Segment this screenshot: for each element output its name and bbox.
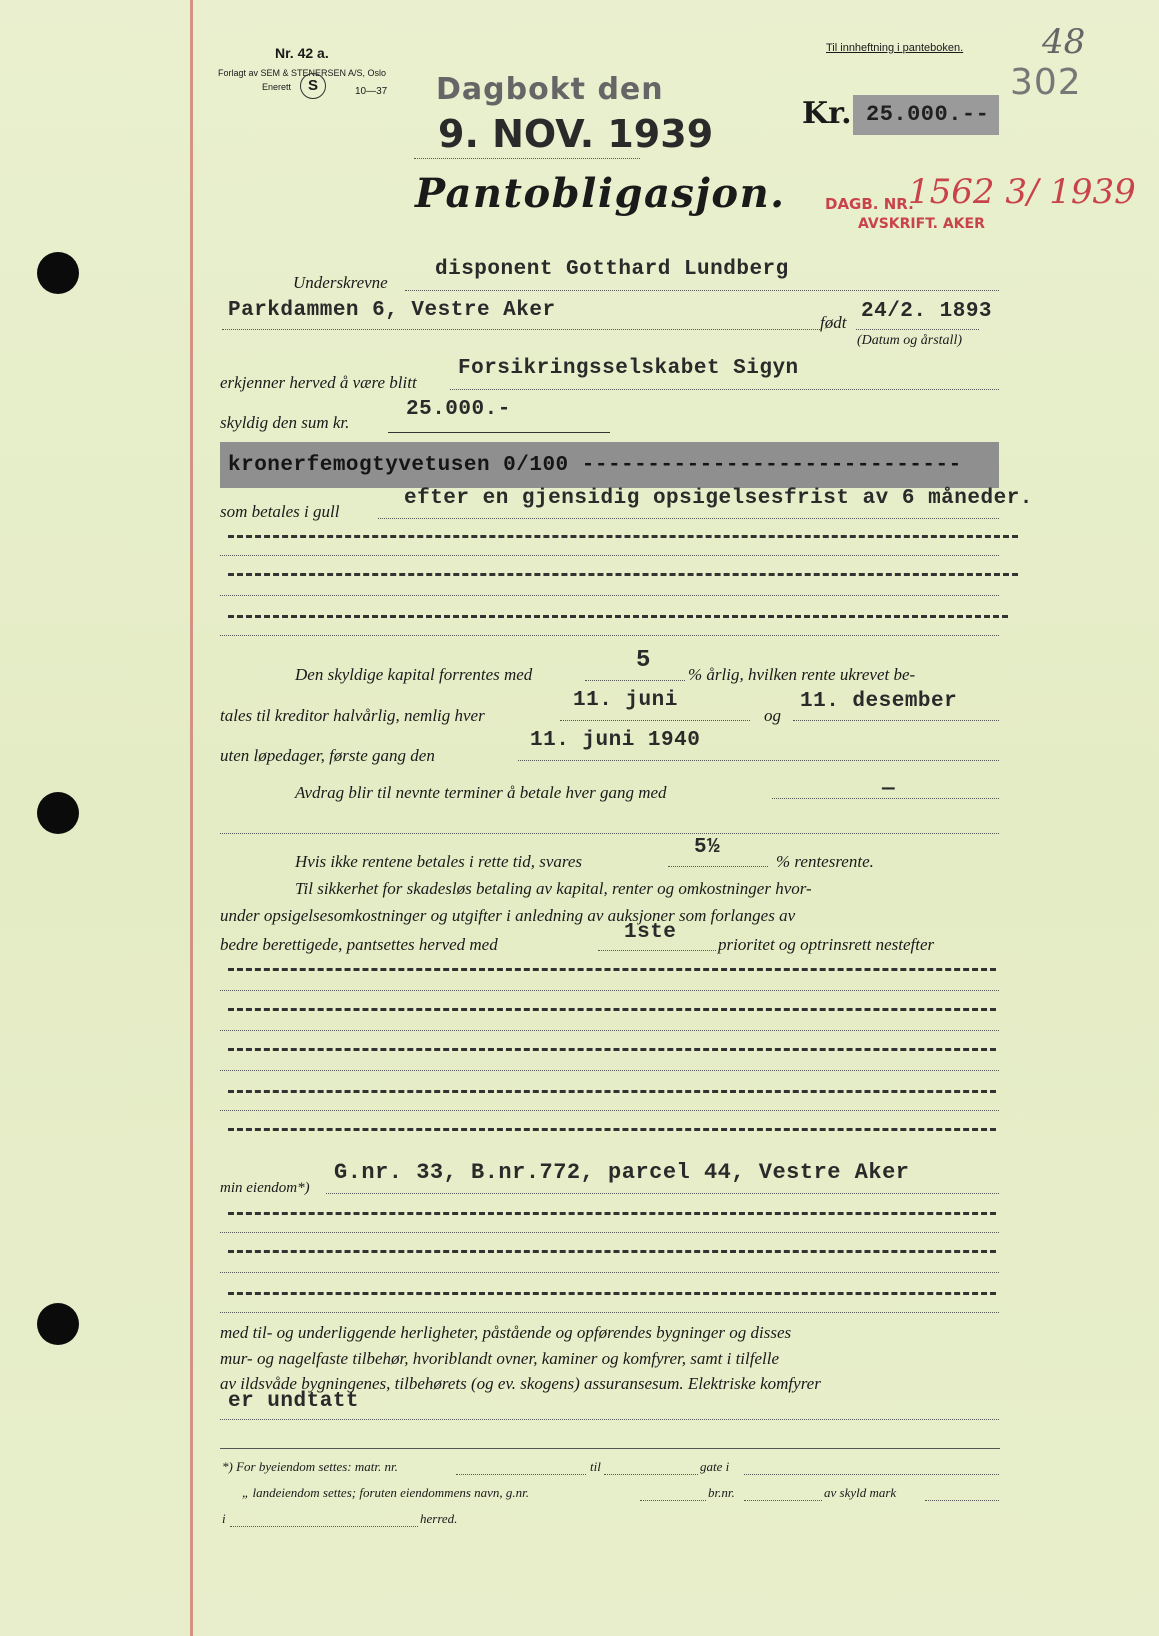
filler-dash: [228, 1128, 996, 1131]
filler-dash: [228, 573, 1018, 576]
punch-hole: [37, 1303, 79, 1345]
priority-line: [598, 950, 716, 951]
rate-line: [585, 680, 685, 681]
blank-line: [220, 833, 999, 834]
punch-hole: [37, 792, 79, 834]
property-line: [326, 1193, 999, 1194]
filler-dash: [228, 1008, 996, 1011]
undersigned-value: disponent Gotthard Lundberg: [435, 258, 789, 281]
priority-value: 1ste: [624, 921, 677, 944]
address-value: Parkdammen 6, Vestre Aker: [228, 299, 556, 322]
footnote-blank: [640, 1500, 706, 1501]
filler-dash: [228, 1212, 996, 1215]
journal-number: 1562 3/ 1939: [908, 172, 1136, 212]
security-text-3b: prioritet og optrinsrett nestefter: [718, 935, 935, 954]
interest-text-c: tales til kreditor halvårlig, nemlig hver: [220, 706, 485, 725]
copy-stamp: AVSKRIFT. AKER: [858, 216, 985, 232]
acknowledge-label: erkjenner herved å være blitt: [220, 373, 417, 392]
blank-line: [220, 1419, 999, 1420]
date1-line: [560, 720, 750, 721]
appurtenances-line-3: av ildsvåde bygningenes, tilbehørets (og ev. skogens) assuransesum. Elektriske komfyrer: [220, 1374, 821, 1393]
blank-line: [220, 1030, 999, 1031]
born-value: 24/2. 1893: [861, 300, 993, 323]
blank-line: [220, 1312, 999, 1313]
pencil-folio: 48: [1042, 22, 1086, 62]
first-date-line: [518, 760, 999, 761]
penalty-text-a: Hvis ikke rentene betales i rette tid, svares: [295, 852, 583, 871]
blank-line: [220, 595, 999, 596]
filler-dash: [228, 1048, 996, 1051]
installment-text: Avdrag blir til nevnte terminer å betale hver gang med: [295, 783, 667, 802]
exclusion-typed: er undtatt: [228, 1390, 360, 1413]
creditor-value: Forsikringsselskabet Sigyn: [458, 357, 799, 380]
page-number-stamp: 302: [1010, 62, 1082, 103]
blank-line: [220, 1272, 999, 1273]
dagbokt-date: 9. NOV. 1939: [438, 112, 714, 156]
penalty-rate: 5½: [694, 836, 721, 859]
publisher-line: Forlagt av SEM & STENERSEN A/S, Oslo: [218, 68, 387, 78]
interest-rate: 5: [636, 647, 651, 674]
document-title: Pantobligasjon.: [415, 170, 786, 217]
owe-label: skyldig den sum kr.: [220, 413, 350, 432]
punch-hole: [37, 252, 79, 294]
interest-date-1: 11. juni: [573, 689, 678, 712]
amount-value: 25.000.--: [866, 102, 990, 127]
date-underline: [414, 158, 640, 159]
footnote-blank: [604, 1474, 698, 1475]
filler-dash: [228, 1292, 996, 1295]
appurtenances-line-1: med til- og underliggende herligheter, påstående og opførendes bygninger og disses: [220, 1323, 792, 1342]
filler-dash: [228, 615, 1008, 618]
appurtenances-line-2: mur- og nagelfaste tilbehør, hvoriblandt ovner, kaminer og komfyrer, samt i tilfelle: [220, 1349, 780, 1368]
penalty-text-b: % rentesrente.: [776, 852, 874, 871]
form-number: Nr. 42 a.: [275, 45, 329, 61]
penalty-line: [668, 866, 768, 867]
blank-line: [220, 555, 999, 556]
footnote-text-1c: gate i: [700, 1459, 730, 1474]
installment-value: —: [882, 778, 896, 801]
footnote-blank: [744, 1500, 822, 1501]
interest-date-2: 11. desember: [800, 690, 958, 713]
filler-dash: [228, 535, 1018, 538]
interest-text-b: % årlig, hvilken rente ukrevet be-: [688, 665, 916, 684]
footnote-text-1b: til: [590, 1459, 601, 1474]
filler-dash: [228, 1090, 996, 1093]
footnote-blank: [925, 1500, 999, 1501]
interest-and: og: [764, 706, 781, 725]
pay-gold-label: som betales i gull: [220, 502, 340, 521]
property-value: G.nr. 33, B.nr.772, parcel 44, Vestre Aker: [334, 1160, 910, 1185]
property-label: min eiendom*): [220, 1180, 310, 1196]
publisher-rights: Enerett: [262, 82, 292, 92]
blank-line: [220, 1110, 999, 1111]
security-text-1: Til sikkerhet for skadesløs betaling av kapital, renter og omkostninger hvor-: [295, 879, 812, 898]
publisher-date: 10—37: [355, 86, 388, 97]
footnote-blank: [456, 1474, 586, 1475]
footnote-text-3b: herred.: [420, 1511, 458, 1526]
born-line: [856, 329, 979, 330]
dagbokt-label: Dagbokt den: [436, 72, 664, 107]
footnote-text-3a: i: [222, 1511, 226, 1526]
blank-line: [220, 1232, 999, 1233]
creditor-line: [450, 389, 999, 390]
sum-value: 25.000.-: [406, 398, 511, 421]
address-line: [222, 329, 820, 330]
blank-line: [220, 635, 999, 636]
binding-note: Til innheftning i pantebоken.: [826, 42, 964, 54]
sum-line: [388, 432, 610, 433]
security-text-3a: bedre berettigede, pantsettes herved med: [220, 935, 498, 954]
undersigned-line: [405, 290, 999, 291]
journal-label: DAGB. NR.: [825, 195, 914, 213]
born-hint: (Datum og årstall): [857, 333, 962, 348]
born-label: født: [820, 313, 847, 332]
amount-prefix: Kr.: [802, 96, 852, 131]
footnote-blank: [744, 1474, 999, 1475]
interest-text-a: Den skyldige kapital forrentes med: [295, 665, 533, 684]
interest-text-d: uten løpedager, første gang den: [220, 746, 435, 765]
security-text-2: under opsigelsesomkostninger og utgifter i anledning av auksjoner som forlanges av: [220, 906, 796, 925]
filler-dash: [228, 968, 996, 971]
footnote-text-2a: „ landeiendom settes; foruten eiendommens navn, g.nr.: [242, 1485, 530, 1500]
publisher-logo-icon: S: [300, 73, 326, 99]
undersigned-label: Underskrevne: [293, 273, 388, 292]
margin-rule: [190, 0, 193, 1636]
footnote-text-1a: *) For byeiendom settes: matr. nr.: [222, 1459, 398, 1474]
sum-words: kronerfemogtyvetusen 0/100 -----------------------------: [228, 454, 962, 477]
pay-terms: efter en gjensidig opsigelsesfrist av 6 måneder.: [404, 487, 1033, 510]
footnote-rule: [220, 1448, 1000, 1449]
footnote-text-2b: br.nr.: [708, 1485, 735, 1500]
footnote-text-2c: av skyld mark: [824, 1485, 897, 1500]
blank-line: [220, 1070, 999, 1071]
footnote-blank: [230, 1526, 418, 1527]
first-payment-date: 11. juni 1940: [530, 729, 701, 752]
pay-line: [378, 518, 999, 519]
filler-dash: [228, 1250, 996, 1253]
date2-line: [793, 720, 999, 721]
blank-line: [220, 990, 999, 991]
